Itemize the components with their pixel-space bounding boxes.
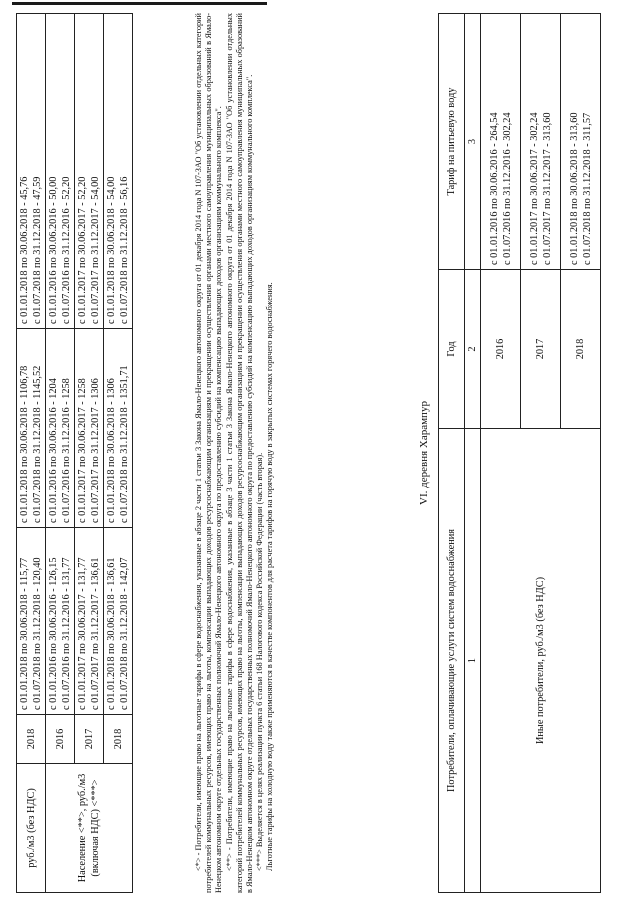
header-year: Год — [439, 270, 465, 429]
tariff-cell — [104, 14, 133, 329]
tariff-line: с 01.07.2016 по 31.12.2016 - 52,20 — [61, 176, 72, 324]
consumer-category: Население <**>, руб./м3 (включая НДС) <***> — [46, 764, 133, 893]
rotated-page-content — [16, 13, 616, 893]
tariff-cell — [46, 14, 75, 329]
tariff-line: с 01.07.2016 по 31.12.2016 - 1258 — [61, 378, 72, 523]
tariff-line: с 01.07.2018 по 31.12.2018 - 47,59 — [32, 176, 43, 324]
header-consumers: Потребители, оплачивающие услуги систем водоснабжения — [439, 429, 465, 893]
footnote-1: <*> - Потребители, имеющие право на льготные тарифы в сфере водоснабжения, указанные в абзаце 2 части 1 статьи 3 Закона Ямало-Ненецкого автономного округа от 01 декабря 2014 года N 107-ЗАО "Об установлении отдельных категорий потребителей коммунальных ресурсов, имеющих право на льготы, компенсации выпадающих доходов ресурсоснабжающим организациям и прекращении осуществления органами местного самоуправления муниципальных образований в Ямало-Ненецком автономном округе отдельных государственных полномочий Ямало-Ненецкого автономного округа по предоставлению субсидий на компенсацию выпадающих доходов организациям коммунального комплекса". — [194, 13, 224, 893]
footnotes — [194, 13, 276, 893]
tariff-line: с 01.07.2018 по 31.12.2018 - 1145,52 — [32, 365, 43, 523]
tariff-line: с 01.07.2016 по 31.12.2016 - 131,77 — [61, 557, 72, 710]
tariff-line: с 01.01.2017 по 30.06.2017 - 1258 — [77, 378, 88, 523]
tariff-cell — [75, 14, 104, 329]
tariff-line: с 01.07.2017 по 31.12.2017 - 1306 — [90, 378, 101, 523]
tariff-cell — [17, 528, 46, 715]
year-cell: 2018 — [561, 270, 601, 429]
top-rule — [12, 2, 267, 5]
tariff-line: с 01.01.2017 по 30.06.2017 - 52,20 — [77, 176, 88, 324]
tariff-cell — [17, 14, 46, 329]
footnote-4: Льготные тарифы на холодную воду также применяются в качестве компонентов для расчета тарифов на горячую воду в закрытых системах горячего водоснабжения. — [265, 282, 275, 871]
table-row — [17, 14, 46, 893]
table-row — [104, 14, 133, 893]
column-number-3: 3 — [465, 14, 481, 270]
tariff-cell — [481, 14, 521, 270]
footnote-3: <***> Выделяется в целях реализации пункта 6 статьи 168 Налогового кодекса Российской Федерации (часть вторая). — [255, 452, 265, 871]
tariff-line: с 01.01.2017 по 30.06.2017 - 302,24 — [528, 112, 540, 265]
tariff-cell — [75, 329, 104, 528]
header-tariff: Тариф на питьевую воду — [439, 14, 465, 270]
year-cell: 2016 — [46, 715, 75, 764]
tariff-line: с 01.01.2018 по 30.06.2018 - 115,77 — [19, 557, 30, 710]
tariff-line: с 01.01.2018 по 30.06.2018 - 136,61 — [106, 557, 117, 710]
tariff-line: с 01.01.2018 по 30.06.2018 - 313,60 — [568, 112, 580, 265]
tariff-cell — [104, 528, 133, 715]
tariff-line: с 01.07.2017 по 31.12.2017 - 136,61 — [90, 557, 101, 710]
tariff-line: с 01.01.2016 по 30.06.2016 - 126,15 — [48, 557, 59, 710]
tariff-line: с 01.01.2017 по 30.06.2017 - 131,77 — [77, 557, 88, 710]
year-cell: 2018 — [104, 715, 133, 764]
year-cell: 2018 — [17, 715, 46, 764]
tariff-cell — [46, 528, 75, 715]
tariff-cell — [75, 528, 104, 715]
tariff-cell — [46, 329, 75, 528]
tariff-line: с 01.07.2018 по 31.12.2018 - 120,40 — [32, 557, 43, 710]
consumer-category: руб./м3 (без НДС) — [17, 764, 46, 893]
section-title: VI. деревня Харампур — [418, 401, 430, 505]
year-cell: 2016 — [481, 270, 521, 429]
tariff-line: с 01.01.2016 по 30.06.2016 - 1204 — [48, 378, 59, 523]
tariff-line: с 01.07.2018 по 31.12.2018 - 1351,71 — [119, 365, 130, 523]
table-row — [75, 14, 104, 893]
column-number-1: 1 — [465, 429, 481, 893]
kharampur-tariff-table — [438, 13, 601, 893]
tariff-line: с 01.01.2016 по 30.06.2016 - 264,54 — [488, 112, 500, 265]
tariff-cell — [104, 329, 133, 528]
tariff-line: с 01.07.2018 по 31.12.2018 - 56,16 — [119, 176, 130, 324]
tariff-line: с 01.01.2016 по 30.06.2016 - 50,00 — [48, 176, 59, 324]
year-cell: 2017 — [521, 270, 561, 429]
tariff-line: с 01.07.2018 по 31.12.2018 - 142,07 — [119, 557, 130, 710]
tariff-cell — [561, 14, 601, 270]
tariff-line: с 01.07.2018 по 31.12.2018 - 311,57 — [581, 112, 593, 265]
tariff-line: с 01.01.2018 по 30.06.2018 - 45,76 — [19, 176, 30, 324]
year-cell: 2017 — [75, 715, 104, 764]
column-number-2: 2 — [465, 270, 481, 429]
tariff-table-continued — [16, 13, 133, 893]
tariff-cell — [521, 14, 561, 270]
tariff-line: с 01.01.2018 по 30.06.2018 - 54,00 — [106, 176, 117, 324]
footnote-2: <**> - Потребители, имеющие право на льготные тарифы в сфере водоснабжения, указанные в абзаце 3 части 1 статьи 3 Закона Ямало-Ненецкого автономного округа от 01 декабря 2014 года N 107-ЗАО "Об установлении отдельных категорий потребителей коммунальных ресурсов, имеющих право на льготы, компенсации выпадающих доходов ресурсоснабжающим организациям и прекращении осуществления органами местного самоуправления муниципальных образований в Ямало-Ненецком автономном округе отдельных государственных полномочий Ямало-Ненецкого автономного округа по предоставлению субсидий на компенсацию выпадающих доходов организациям коммунального комплекса". — [224, 13, 255, 893]
tariff-line: с 01.07.2016 по 31.12.2016 - 302,24 — [501, 112, 513, 265]
tariff-cell — [17, 329, 46, 528]
table-row — [46, 14, 75, 893]
tariff-line: с 01.01.2018 по 30.06.2018 - 1306 — [106, 378, 117, 523]
tariff-line: с 01.07.2017 по 31.12.2017 - 313,60 — [541, 112, 553, 265]
consumer-category: Иные потребители, руб./м3 (без НДС) — [481, 429, 601, 893]
tariff-line: с 01.07.2017 по 31.12.2017 - 54,00 — [90, 176, 101, 324]
tariff-line: с 01.01.2018 по 30.06.2018 - 1106,78 — [19, 365, 30, 523]
